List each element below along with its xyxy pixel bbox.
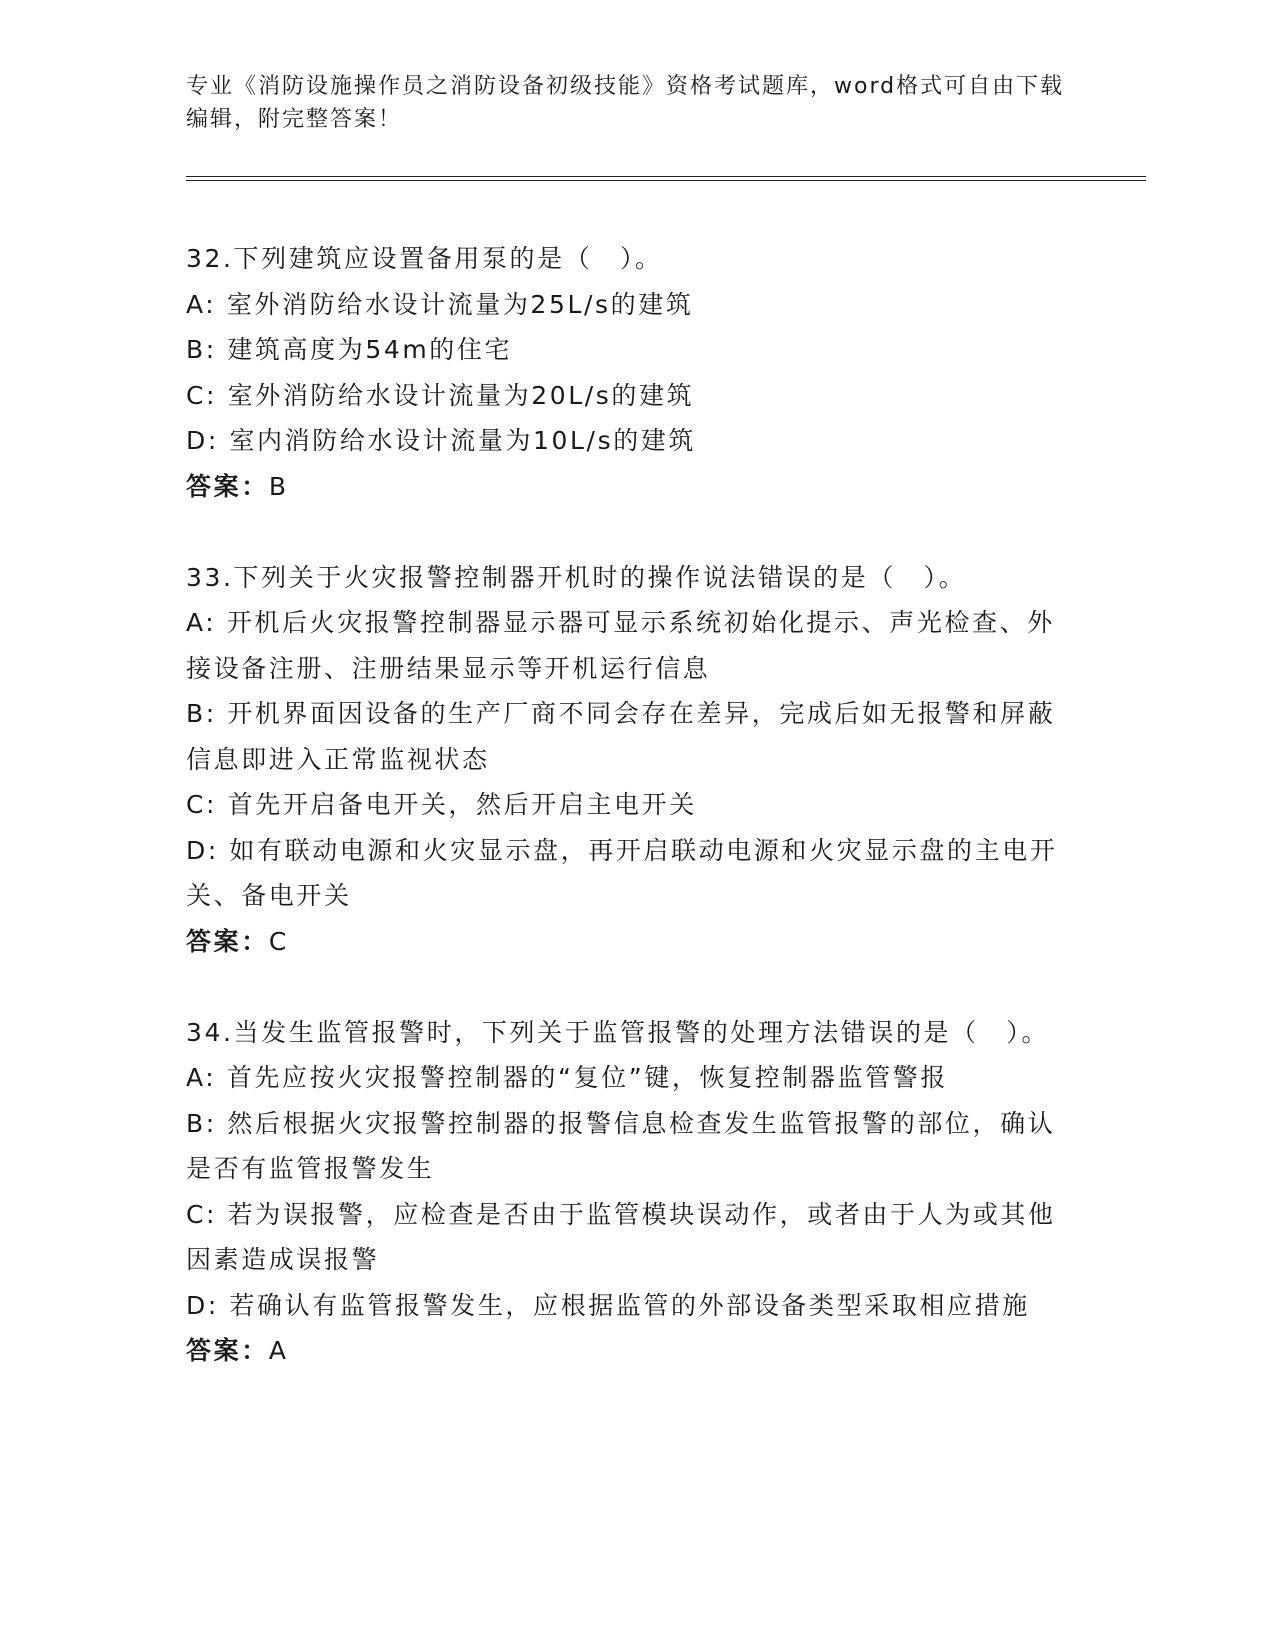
option-b: B: 开机界面因设备的生产厂商不同会存在差异，完成后如无报警和屏蔽信息即进入正常监视状态 [186,699,1056,774]
question-stem: 34.当发生监管报警时，下列关于监管报警的处理方法错误的是（ ）。 [186,1017,1050,1047]
option-d: D: 室内消防给水设计流量为10L/s的建筑 [186,426,697,455]
option-c: C: 首先开启备电开关，然后开启主电开关 [186,790,697,819]
question-34 [186,1010,1066,1374]
option-a: A: 首先应按火灾报警控制器的“复位”键，恢复控制器监管警报 [186,1063,948,1092]
answer-line [186,919,1066,965]
header-rule-top [186,176,1146,177]
option-d: D: 如有联动电源和火灾显示盘，再开启联动电源和火灾显示盘的主电开关、备电开关 [186,835,1058,910]
document-header: 专业《消防设施操作员之消防设备初级技能》资格考试题库，word格式可自由下载编辑，附完整答案！ [186,74,1065,132]
question-list [186,236,1066,1419]
answer-label: 答案： [186,471,269,501]
option-c: C: 若为误报警，应检查是否由于监管模块误动作，或者由于人为或其他因素造成误报警 [186,1199,1056,1274]
answer-value: A [268,1336,289,1365]
option-b: B: 建筑高度为54m的住宅 [186,335,513,364]
answer-value: B [268,471,289,501]
answer-label: 答案： [186,1336,269,1365]
question-stem: 32.下列建筑应设置备用泵的是（ ）。 [186,244,663,273]
option-c: C: 室外消防给水设计流量为20L/s的建筑 [186,380,695,410]
answer-label: 答案： [186,926,269,956]
answer-value: C [268,926,289,956]
question-33 [186,555,1066,965]
answer-line [186,1328,1066,1374]
question-32 [186,236,1066,509]
option-a: A: 室外消防给水设计流量为25L/s的建筑 [186,289,694,319]
option-d: D: 若确认有监管报警发生，应根据监管的外部设备类型采取相应措施 [186,1290,1030,1320]
header-rule-bottom [186,180,1146,181]
option-a: A: 开机后火灾报警控制器显示器可显示系统初始化提示、声光检查、外接设备注册、注册结果显示等开机运行信息 [186,608,1055,683]
question-stem: 33.下列关于火灾报警控制器开机时的操作说法错误的是（ ）。 [186,562,967,592]
option-b: B: 然后根据火灾报警控制器的报警信息检查发生监管报警的部位，确认是否有监管报警发生 [186,1108,1056,1183]
answer-line [186,464,1066,510]
